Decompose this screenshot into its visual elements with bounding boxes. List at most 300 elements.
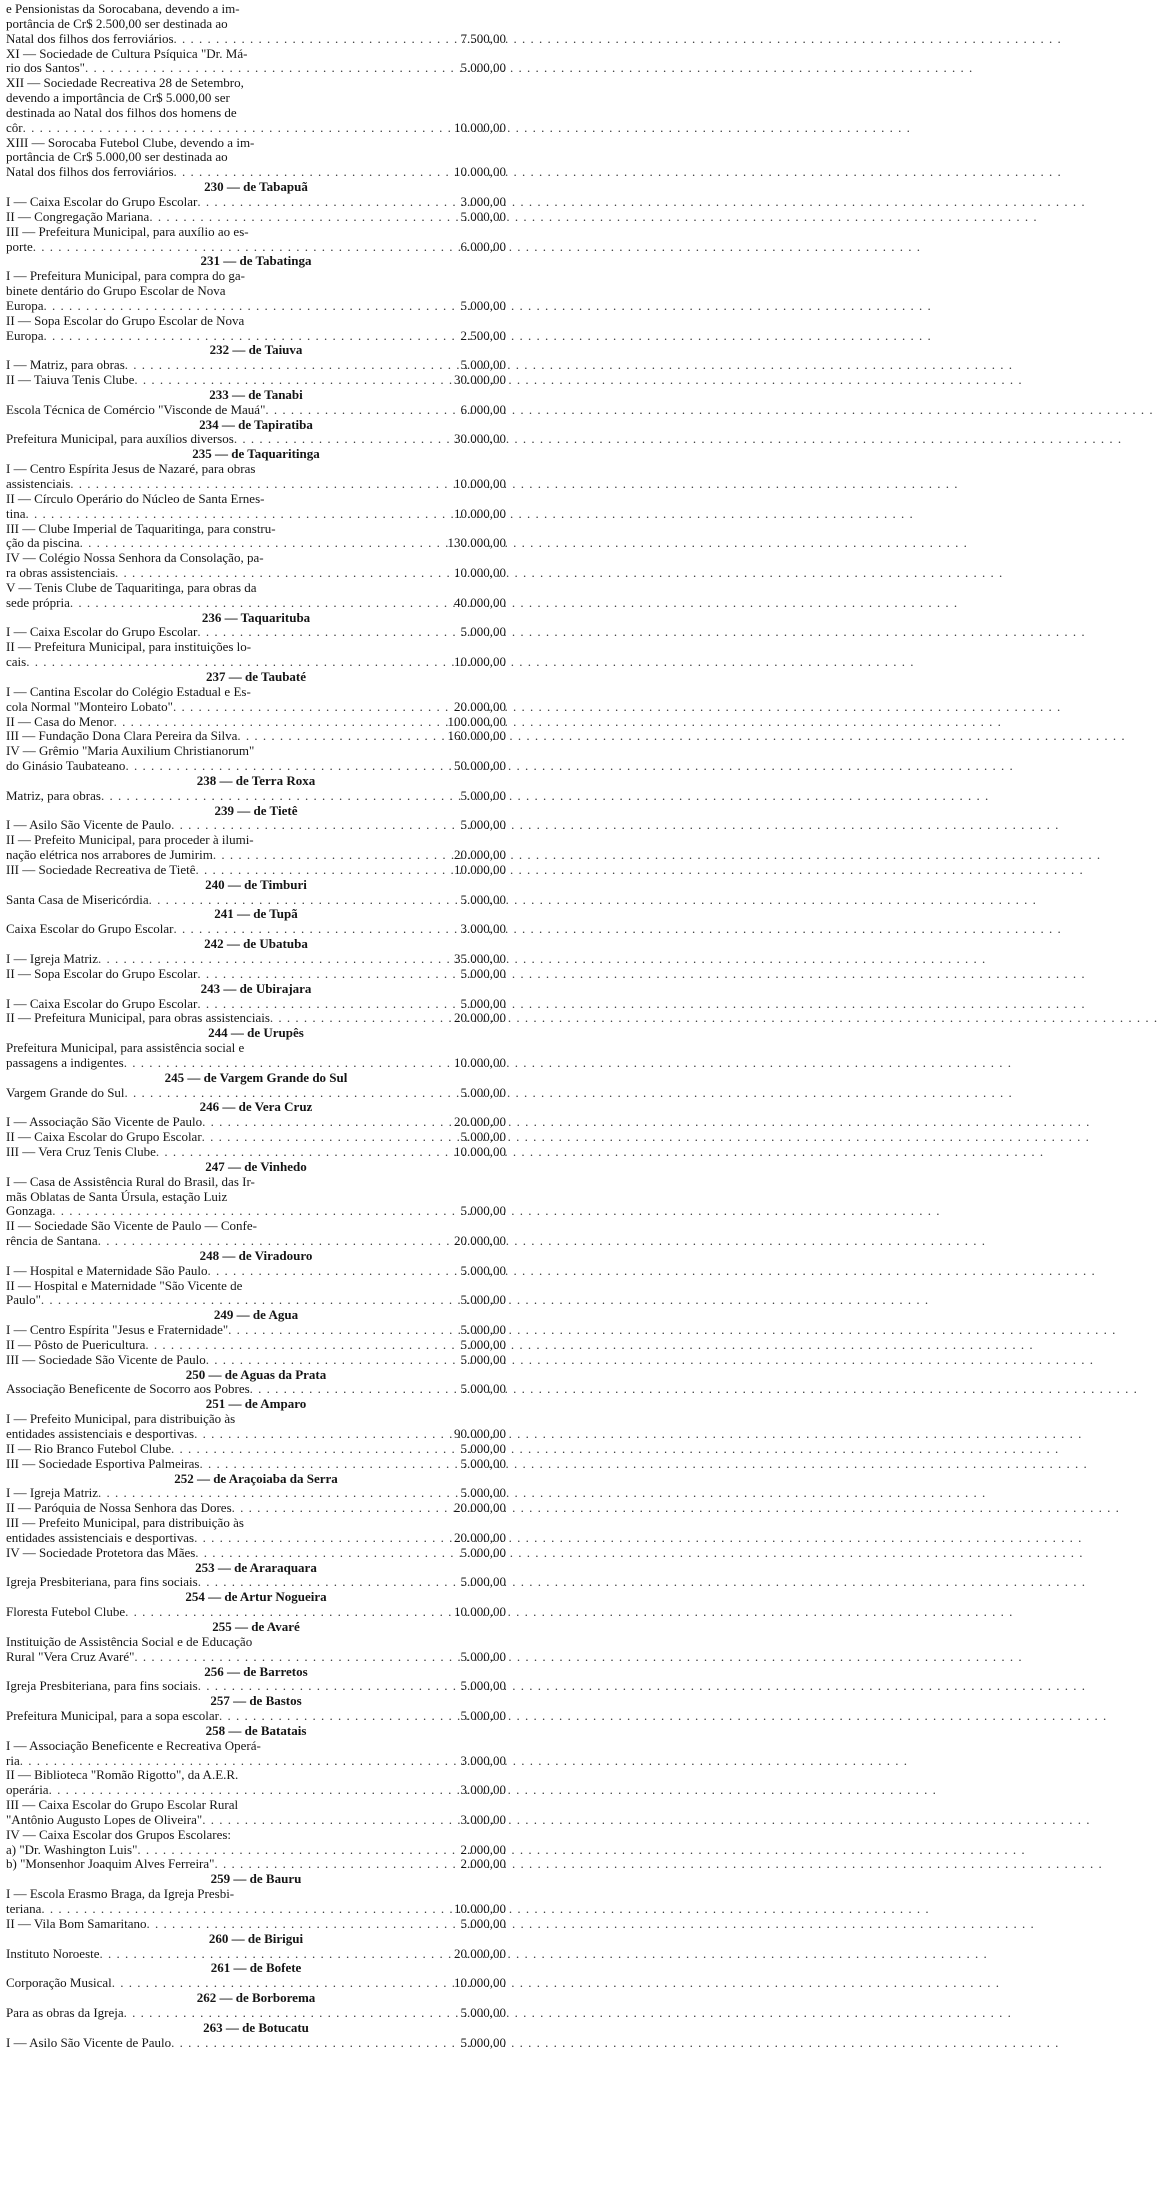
section-heading bbox=[6, 1249, 506, 1264]
entry-text: II — Prefeito Municipal, para proceder à ilumi- bbox=[6, 832, 254, 848]
entry-text: Vargem Grande do Sul bbox=[6, 1084, 125, 1100]
leader-dots bbox=[44, 299, 428, 314]
entry-text: rio dos Santos" bbox=[6, 60, 85, 76]
entry-line bbox=[6, 566, 506, 581]
leader-dots bbox=[219, 1709, 428, 1724]
leader-dots bbox=[207, 1264, 428, 1279]
entry-text: II — Sopa Escolar do Grupo Escolar bbox=[6, 965, 198, 981]
entry-amount: 3.000,00 bbox=[460, 193, 506, 209]
leader-dots bbox=[195, 1546, 428, 1561]
entry-text: passagens a indigentes bbox=[6, 1054, 124, 1070]
entry-text: Europa bbox=[6, 297, 44, 313]
entry-line bbox=[6, 893, 506, 908]
entry-amount: 30.000,00 bbox=[454, 431, 506, 447]
leader-dots bbox=[100, 1947, 428, 1962]
entry-line bbox=[6, 1486, 506, 1501]
entry-amount: 5.000,00 bbox=[460, 1455, 506, 1471]
entry-amount: 10.000,00 bbox=[454, 1975, 506, 1991]
entry-amount: 2.500,00 bbox=[460, 327, 506, 343]
entry-line bbox=[6, 32, 506, 47]
leader-dots bbox=[237, 729, 428, 744]
leader-dots bbox=[33, 240, 428, 255]
leader-dots bbox=[228, 1323, 428, 1338]
entry-text: operária bbox=[6, 1782, 49, 1798]
leader-dots bbox=[70, 596, 428, 611]
entry-line bbox=[6, 1204, 506, 1219]
entry-text: cais bbox=[6, 654, 27, 670]
entry-line bbox=[6, 121, 506, 136]
entry-text: II — Rio Branco Futebol Clube bbox=[6, 1440, 172, 1456]
leader-dots bbox=[206, 1353, 428, 1368]
entry-amount: 5.000,00 bbox=[460, 2034, 506, 2050]
section-heading bbox=[6, 180, 506, 195]
entry-text: I — Cantina Escolar do Colégio Estadual e Es- bbox=[6, 683, 251, 699]
entry-text: III — Prefeitura Municipal, para auxílio ao es- bbox=[6, 223, 249, 239]
section-heading-text: 246 — de Vera Cruz bbox=[199, 1099, 313, 1115]
entry-line bbox=[6, 1516, 506, 1531]
entry-text: XII — Sociedade Recreativa 28 de Setembro, bbox=[6, 75, 244, 91]
entry-amount: 5.000,00 bbox=[460, 965, 506, 981]
entry-line bbox=[6, 165, 506, 180]
entry-amount: 2.000,00 bbox=[460, 1856, 506, 1872]
entry-text: entidades assistenciais e desportivas bbox=[6, 1426, 195, 1441]
entry-text: Caixa Escolar do Grupo Escolar bbox=[6, 921, 174, 937]
section-heading bbox=[6, 907, 506, 922]
entry-text: ra obras assistenciais bbox=[6, 565, 116, 581]
entry-amount: 7.500,00 bbox=[460, 30, 506, 46]
section-heading bbox=[6, 1665, 506, 1680]
entry-text: I — Prefeitura Municipal, para compra do ga- bbox=[6, 268, 245, 284]
entry-text: I — Asilo São Vicente de Paulo bbox=[6, 2034, 172, 2050]
leader-dots bbox=[125, 759, 428, 774]
entry-amount: 5.000,00 bbox=[460, 1292, 506, 1308]
entry-amount: 20.000,00 bbox=[454, 1010, 506, 1026]
entry-amount: 5.000,00 bbox=[460, 357, 506, 373]
entry-line bbox=[6, 700, 506, 715]
section-heading-text: 232 — de Taiuva bbox=[209, 342, 303, 358]
entry-line bbox=[6, 1412, 506, 1427]
entry-line bbox=[6, 1917, 506, 1932]
entry-text: Santa Casa de Misericórdia bbox=[6, 891, 149, 907]
entry-text: II — Círculo Operário do Núcleo de Santa Ernes- bbox=[6, 490, 265, 506]
entry-amount: 20.000,00 bbox=[454, 1945, 506, 1961]
entry-text: Igreja Presbiteriana, para fins sociais bbox=[6, 1678, 198, 1694]
leader-dots bbox=[26, 655, 428, 670]
entry-text: Rural "Vera Cruz Avaré" bbox=[6, 1648, 135, 1664]
leader-dots bbox=[49, 1783, 428, 1798]
leader-dots bbox=[98, 1234, 428, 1249]
leader-dots bbox=[194, 1531, 428, 1546]
leader-dots bbox=[147, 1917, 428, 1932]
section-heading-text: 258 — de Batatais bbox=[205, 1722, 307, 1738]
section-heading bbox=[6, 1590, 506, 1605]
entry-amount: 40.000,00 bbox=[454, 594, 506, 610]
entry-amount: 10.000,00 bbox=[454, 505, 506, 521]
section-heading bbox=[6, 1724, 506, 1739]
entry-text: Prefeitura Municipal, para assistência social e bbox=[6, 1040, 245, 1056]
entry-line bbox=[6, 403, 506, 418]
entry-text: III — Caixa Escolar do Grupo Escolar Rural bbox=[6, 1797, 239, 1813]
entry-amount: 5.000,00 bbox=[460, 208, 506, 224]
entry-text: II — Prefeitura Municipal, para instituições lo- bbox=[6, 639, 252, 655]
entry-line bbox=[6, 1679, 506, 1694]
section-heading-text: 248 — de Viradouro bbox=[199, 1247, 313, 1263]
entry-text: Natal dos filhos dos ferroviários bbox=[6, 30, 174, 46]
entry-amount: 20.000,00 bbox=[454, 698, 506, 714]
leader-dots bbox=[20, 1754, 428, 1769]
section-heading bbox=[6, 1961, 506, 1976]
leader-dots bbox=[194, 1427, 428, 1442]
section-heading bbox=[6, 1026, 506, 1041]
entry-amount: 6.000,00 bbox=[460, 238, 506, 254]
leader-dots bbox=[80, 536, 428, 551]
entry-line bbox=[6, 1145, 506, 1160]
leader-dots bbox=[173, 700, 428, 715]
section-heading bbox=[6, 447, 506, 462]
section-heading-text: 251 — de Amparo bbox=[205, 1396, 307, 1412]
leader-dots bbox=[174, 32, 428, 47]
section-heading-text: 231 — de Tabatinga bbox=[200, 253, 312, 269]
leader-dots bbox=[197, 195, 428, 210]
entry-line bbox=[6, 1947, 506, 1962]
entry-text: XI — Sociedade de Cultura Psíquica "Dr. Má- bbox=[6, 45, 248, 61]
entry-text: Gonzaga bbox=[6, 1203, 53, 1219]
entry-line bbox=[6, 225, 506, 240]
entry-text: Floresta Futebol Clube bbox=[6, 1604, 126, 1620]
section-heading-text: 259 — de Bauru bbox=[210, 1871, 302, 1887]
entry-line bbox=[6, 789, 506, 804]
entry-line bbox=[6, 952, 506, 967]
entry-line bbox=[6, 1011, 506, 1026]
entry-text: assistenciais bbox=[6, 476, 71, 491]
section-heading bbox=[6, 982, 506, 997]
entry-line bbox=[6, 1130, 506, 1145]
entry-text: Matriz, para obras bbox=[6, 787, 101, 803]
entry-line bbox=[6, 91, 506, 106]
entry-text: ria bbox=[6, 1752, 20, 1768]
entry-line bbox=[6, 1813, 506, 1828]
leader-dots bbox=[134, 373, 428, 388]
entry-text: II — Sopa Escolar do Grupo Escolar de Nova bbox=[6, 312, 245, 328]
entry-text: a) "Dr. Washington Luis" bbox=[6, 1841, 138, 1857]
entry-text: II — Prefeitura Municipal, para obras assistenciais bbox=[6, 1010, 270, 1026]
leader-dots bbox=[52, 1204, 428, 1219]
entry-text: II — Caixa Escolar do Grupo Escolar bbox=[6, 1129, 202, 1145]
section-heading-text: 237 — de Taubaté bbox=[205, 668, 307, 684]
entry-text: II — Congregação Mariana bbox=[6, 208, 150, 224]
entry-line bbox=[6, 596, 506, 611]
leader-dots bbox=[44, 329, 428, 344]
entry-line bbox=[6, 210, 506, 225]
entry-text: nação elétrica nos arrabores de Jumirim bbox=[6, 847, 213, 863]
section-heading bbox=[6, 388, 506, 403]
leader-dots bbox=[198, 1679, 428, 1694]
entry-amount: 5.000,00 bbox=[460, 817, 506, 833]
section-heading-text: 261 — de Bofete bbox=[210, 1960, 302, 1976]
entry-text: III — Sociedade São Vicente de Paulo bbox=[6, 1351, 206, 1367]
leader-dots bbox=[149, 893, 428, 908]
leader-dots bbox=[270, 1011, 428, 1026]
entry-text: I — Caixa Escolar do Grupo Escolar bbox=[6, 995, 198, 1011]
entry-line bbox=[6, 1279, 506, 1294]
entry-line bbox=[6, 2, 506, 17]
entry-line bbox=[6, 967, 506, 982]
section-heading-text: 256 — de Barretos bbox=[204, 1663, 308, 1679]
entry-amount: 10.000,00 bbox=[454, 164, 506, 180]
entry-line bbox=[6, 715, 506, 730]
entry-line bbox=[6, 729, 506, 744]
entry-text: Prefeitura Municipal, para auxílios diversos bbox=[6, 431, 234, 447]
entry-amount: 5.000,00 bbox=[460, 624, 506, 640]
entry-amount: 5.000,00 bbox=[460, 1351, 506, 1367]
section-heading-text: 243 — de Ubirajara bbox=[200, 980, 312, 996]
section-heading-text: 241 — de Tupã bbox=[214, 906, 298, 922]
leader-dots bbox=[202, 1130, 428, 1145]
entry-line bbox=[6, 1783, 506, 1798]
entry-amount: 5.000,00 bbox=[460, 1336, 506, 1352]
entry-line bbox=[6, 1976, 506, 1991]
entry-line bbox=[6, 1234, 506, 1249]
entry-line bbox=[6, 1353, 506, 1368]
entry-amount: 5.000,00 bbox=[460, 1262, 506, 1278]
section-heading-text: 234 — de Tapiratiba bbox=[199, 416, 313, 432]
entry-text: I — Matriz, para obras bbox=[6, 357, 125, 373]
leader-dots bbox=[137, 1843, 428, 1858]
entry-amount: 5.000,00 bbox=[460, 1381, 506, 1397]
entry-text: Europa bbox=[6, 327, 44, 343]
entry-amount: 3.000,00 bbox=[460, 921, 506, 937]
entry-line bbox=[6, 863, 506, 878]
entry-text: V — Tenis Clube de Taquaritinga, para obras da bbox=[6, 579, 257, 595]
entry-amount: 30.000,00 bbox=[454, 372, 506, 388]
section-heading-text: 236 — Taquarituba bbox=[201, 609, 311, 625]
entry-line bbox=[6, 1605, 506, 1620]
entry-text: I — Escola Erasmo Braga, da Igreja Presbi- bbox=[6, 1886, 235, 1902]
entry-text: II — Hospital e Maternidade "São Vicente de bbox=[6, 1277, 243, 1293]
entry-line bbox=[6, 2036, 506, 2051]
section-heading-text: 238 — de Terra Roxa bbox=[196, 772, 316, 788]
leader-dots bbox=[197, 997, 428, 1012]
entry-text: I — Caixa Escolar do Grupo Escolar bbox=[6, 193, 198, 209]
leader-dots bbox=[134, 1650, 428, 1665]
entry-line bbox=[6, 655, 506, 670]
entry-line bbox=[6, 1338, 506, 1353]
entry-text: II — Vila Bom Samaritano bbox=[6, 1915, 147, 1931]
entry-amount: 10.000,00 bbox=[454, 119, 506, 135]
leader-dots bbox=[202, 1115, 428, 1130]
entry-text: devendo a importância de Cr$ 5.000,00 ser bbox=[6, 90, 230, 106]
leader-dots bbox=[198, 1575, 428, 1590]
entry-line bbox=[6, 1382, 506, 1397]
entry-text: portância de Cr$ 5.000,00 ser destinada ao bbox=[6, 149, 228, 165]
entry-line bbox=[6, 432, 506, 447]
entry-line bbox=[6, 818, 506, 833]
section-heading bbox=[6, 1071, 506, 1086]
leader-dots bbox=[23, 121, 428, 136]
leader-dots bbox=[171, 818, 428, 833]
entry-amount: 5.000,00 bbox=[460, 1915, 506, 1931]
entry-amount: 20.000,00 bbox=[454, 1233, 506, 1249]
entry-text: Igreja Presbiteriana, para fins sociais bbox=[6, 1574, 198, 1590]
entry-line bbox=[6, 1501, 506, 1516]
section-heading-text: 252 — de Araçoiaba da Serra bbox=[174, 1470, 338, 1486]
entry-line bbox=[6, 492, 506, 507]
section-heading-text: 247 — de Vinhedo bbox=[205, 1158, 307, 1174]
entry-amount: 160.000,00 bbox=[447, 728, 506, 744]
section-heading-text: 240 — de Timburi bbox=[205, 876, 307, 892]
leader-dots bbox=[171, 2036, 428, 2051]
section-heading bbox=[6, 878, 506, 893]
entry-text: destinada ao Natal dos filhos dos homens de bbox=[6, 104, 237, 120]
entry-amount: 5.000,00 bbox=[460, 1084, 506, 1100]
entry-line bbox=[6, 1293, 506, 1308]
entry-line bbox=[6, 1056, 506, 1071]
entry-line bbox=[6, 47, 506, 62]
section-heading bbox=[6, 1561, 506, 1576]
entry-text: I — Hospital e Maternidade São Paulo bbox=[6, 1262, 208, 1278]
entry-amount: 35.000,00 bbox=[454, 951, 506, 966]
entry-line bbox=[6, 1323, 506, 1338]
entry-line bbox=[6, 1709, 506, 1724]
entry-line bbox=[6, 1219, 506, 1234]
entry-text: Prefeitura Municipal, para a sopa escolar bbox=[6, 1708, 219, 1724]
entry-line bbox=[6, 240, 506, 255]
entry-text: I — Igreja Matriz bbox=[6, 951, 99, 966]
entry-line bbox=[6, 922, 506, 937]
entry-amount: 5.000,00 bbox=[460, 1485, 506, 1501]
entry-amount: 5.000,00 bbox=[460, 1574, 506, 1590]
entry-amount: 3.000,00 bbox=[460, 1811, 506, 1827]
leader-dots bbox=[124, 2006, 428, 2021]
entry-text: III — Clube Imperial de Taquaritinga, para constru- bbox=[6, 520, 276, 536]
entry-amount: 10.000,00 bbox=[454, 1054, 506, 1070]
entry-line bbox=[6, 551, 506, 566]
entry-text: I — Centro Espírita Jesus de Nazaré, para obras bbox=[6, 461, 256, 477]
section-heading bbox=[6, 1397, 506, 1412]
entry-amount: 10.000,00 bbox=[454, 565, 506, 581]
leader-dots bbox=[125, 358, 428, 373]
leader-dots bbox=[98, 1486, 428, 1501]
entry-text: II — Biblioteca "Romão Rigotto", da A.E.R. bbox=[6, 1767, 239, 1783]
entry-amount: 5.000,00 bbox=[460, 787, 506, 803]
entry-line bbox=[6, 195, 506, 210]
section-heading bbox=[6, 2021, 506, 2036]
entry-amount: 10.000,00 bbox=[454, 1901, 506, 1916]
entry-text: I — Centro Espírita "Jesus e Fraternidade" bbox=[6, 1322, 229, 1338]
entry-line bbox=[6, 1857, 506, 1872]
entry-text: côr bbox=[6, 119, 23, 135]
entry-text: b) "Monsenhor Joaquim Alves Ferreira" bbox=[6, 1856, 215, 1872]
entry-text: Instituição de Assistência Social e de Educação bbox=[6, 1633, 253, 1649]
entry-line bbox=[6, 61, 506, 76]
entry-text: "Antônio Augusto Lopes de Oliveira" bbox=[6, 1811, 203, 1827]
leader-dots bbox=[41, 1902, 428, 1917]
leader-dots bbox=[26, 507, 429, 522]
leader-dots bbox=[197, 967, 428, 982]
leader-dots bbox=[171, 1442, 428, 1457]
entry-line bbox=[6, 76, 506, 91]
entry-line bbox=[6, 507, 506, 522]
section-heading bbox=[6, 1472, 506, 1487]
section-heading-text: 255 — de Avaré bbox=[212, 1618, 300, 1634]
entry-line bbox=[6, 1442, 506, 1457]
entry-line bbox=[6, 536, 506, 551]
entry-text: do Ginásio Taubateano bbox=[6, 758, 126, 774]
entry-line bbox=[6, 1828, 506, 1843]
entry-amount: 20.000,00 bbox=[454, 1529, 506, 1545]
entry-line bbox=[6, 299, 506, 314]
entry-text: entidades assistenciais e desportivas bbox=[6, 1529, 195, 1545]
entry-text: II — Taiuva Tenis Clube bbox=[6, 372, 135, 388]
entry-text: I — Caixa Escolar do Grupo Escolar bbox=[6, 624, 198, 640]
entry-line bbox=[6, 1754, 506, 1769]
entry-text: I — Casa de Assistência Rural do Brasil, das Ir- bbox=[6, 1173, 255, 1189]
entry-line bbox=[6, 997, 506, 1012]
entry-line bbox=[6, 1739, 506, 1754]
entry-line bbox=[6, 1768, 506, 1783]
entry-line bbox=[6, 1086, 506, 1101]
entry-text: III — Prefeito Municipal, para distribuição às bbox=[6, 1515, 244, 1531]
entry-amount: 2.000,00 bbox=[460, 1841, 506, 1857]
leader-dots bbox=[197, 625, 428, 640]
entry-text: tina bbox=[6, 505, 26, 521]
section-heading-text: 253 — de Araraquara bbox=[195, 1559, 317, 1575]
entry-line bbox=[6, 1427, 506, 1442]
leader-dots bbox=[145, 1338, 428, 1353]
section-heading-text: 263 — de Botucatu bbox=[203, 2019, 309, 2035]
entry-line bbox=[6, 136, 506, 151]
entry-amount: 5.000,00 bbox=[460, 1440, 506, 1456]
leader-dots bbox=[265, 403, 428, 418]
entry-line bbox=[6, 284, 506, 299]
leader-dots bbox=[250, 1382, 428, 1397]
entry-amount: 5.000,00 bbox=[460, 1648, 506, 1664]
entry-line bbox=[6, 522, 506, 537]
leader-dots bbox=[101, 789, 428, 804]
entry-text: binete dentário do Grupo Escolar de Nova bbox=[6, 283, 226, 299]
entry-line bbox=[6, 1546, 506, 1561]
entry-line bbox=[6, 1531, 506, 1546]
entry-amount: 10.000,00 bbox=[454, 654, 506, 670]
leader-dots bbox=[232, 1501, 428, 1516]
leader-dots bbox=[125, 1086, 428, 1101]
section-heading bbox=[6, 1694, 506, 1709]
entry-line bbox=[6, 1902, 506, 1917]
leader-dots bbox=[114, 715, 428, 730]
entry-line bbox=[6, 1115, 506, 1130]
entry-text: III — Sociedade Esportiva Palmeiras bbox=[6, 1455, 200, 1471]
section-heading bbox=[6, 1368, 506, 1383]
section-heading-text: 230 — de Tabapuã bbox=[204, 179, 308, 195]
section-heading-text: 257 — de Bastos bbox=[210, 1693, 302, 1709]
entry-amount: 10.000,00 bbox=[454, 861, 506, 877]
entry-text: Corporação Musical bbox=[6, 1975, 112, 1991]
section-heading-text: 250 — de Aguas da Prata bbox=[185, 1366, 327, 1382]
entry-text: IV — Sociedade Protetora das Mães bbox=[6, 1544, 196, 1560]
section-heading bbox=[6, 1100, 506, 1115]
entry-text: ção da piscina bbox=[6, 535, 80, 551]
entry-line bbox=[6, 759, 506, 774]
section-heading bbox=[6, 670, 506, 685]
leader-dots bbox=[115, 566, 428, 581]
entry-amount: 20.000,00 bbox=[454, 1500, 506, 1516]
section-heading bbox=[6, 804, 506, 819]
entry-amount: 3.000,00 bbox=[460, 1752, 506, 1768]
document-page bbox=[0, 0, 512, 2205]
entry-line bbox=[6, 685, 506, 700]
entry-amount: 5.000,00 bbox=[460, 1678, 506, 1694]
section-heading bbox=[6, 1620, 506, 1635]
